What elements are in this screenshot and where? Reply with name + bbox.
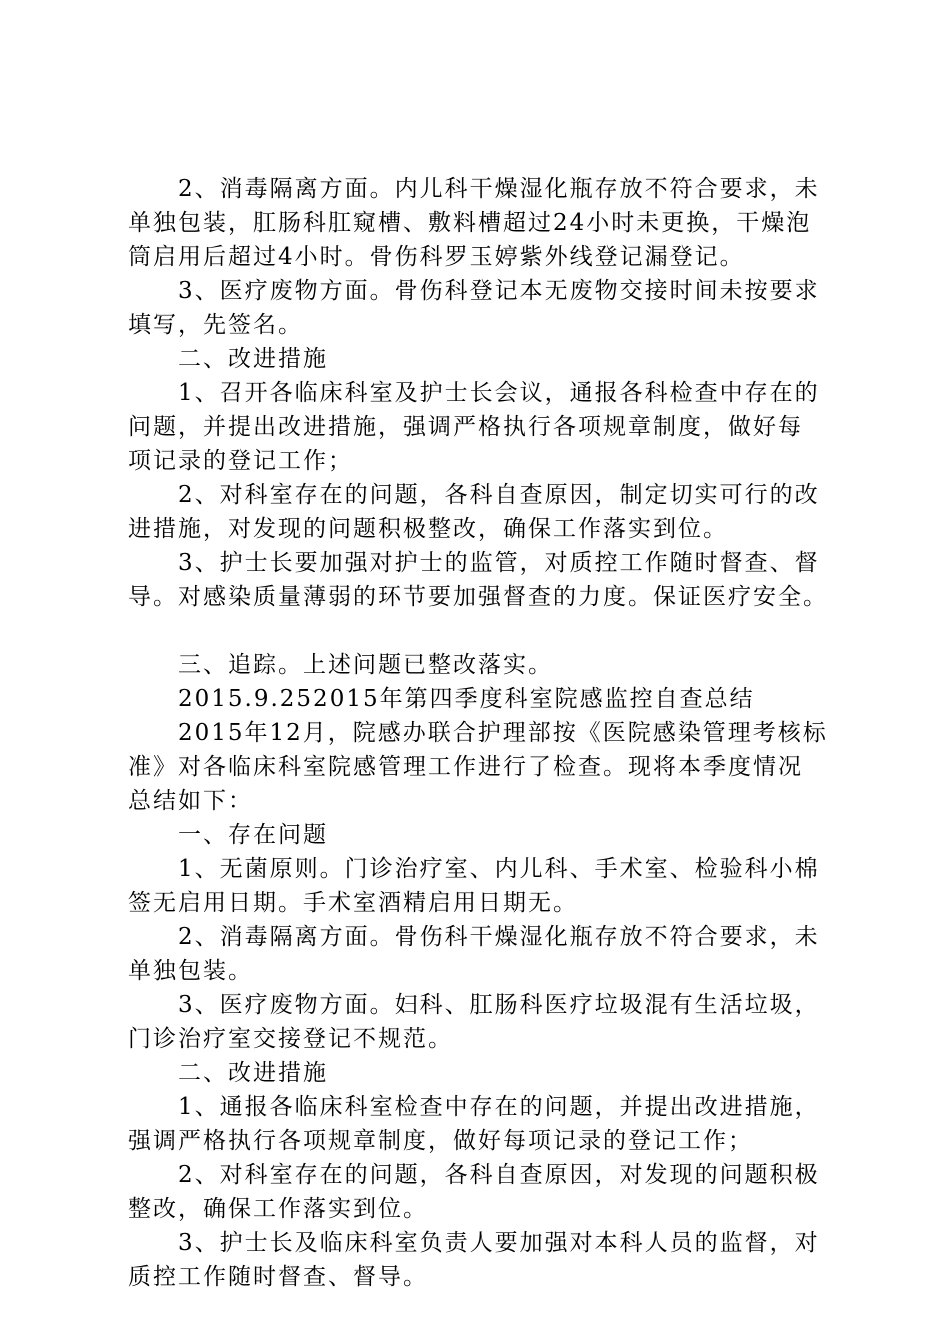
paragraph-line: 2、对科室存在的问题，各科自查原因，制定切实可行的改	[178, 482, 820, 508]
paragraph-line: 1、通报各临床科室检查中存在的问题，并提出改进措施，	[178, 1094, 820, 1120]
paragraph-line: 项记录的登记工作；	[128, 448, 353, 474]
paragraph-line: 3、护士长及临床科室负责人要加强对本科人员的监督，对	[178, 1230, 820, 1256]
paragraph-line: 导。对感染质量薄弱的环节要加强督查的力度。保证医疗安全。	[128, 584, 828, 610]
paragraph-line: 2、消毒隔离方面。内儿科干燥湿化瓶存放不符合要求，未	[178, 176, 820, 202]
paragraph-line: 3、医疗废物方面。骨伤科登记本无废物交接时间未按要求	[178, 278, 820, 304]
blank-line	[128, 614, 858, 648]
document-body	[128, 172, 858, 1294]
paragraph-line: 质控工作随时督查、督导。	[128, 1264, 428, 1290]
section-heading: 一、存在问题	[178, 822, 328, 848]
paragraph-line: 整改，确保工作落实到位。	[128, 1196, 428, 1222]
paragraph-line: 2、消毒隔离方面。骨伤科干燥湿化瓶存放不符合要求，未	[178, 924, 820, 950]
paragraph-line: 准》对各临床科室院感管理工作进行了检查。现将本季度情况	[128, 754, 803, 780]
paragraph-line: 2015年12月，院感办联合护理部按《医院感染管理考核标	[178, 720, 828, 746]
paragraph-line: 2、对科室存在的问题，各科自查原因，对发现的问题积极	[178, 1162, 820, 1188]
paragraph-line: 进措施，对发现的问题积极整改，确保工作落实到位。	[128, 516, 728, 542]
section-heading: 二、改进措施	[178, 346, 328, 372]
paragraph-line: 强调严格执行各项规章制度，做好每项记录的登记工作；	[128, 1128, 753, 1154]
paragraph-line: 3、医疗废物方面。妇科、肛肠科医疗垃圾混有生活垃圾，	[178, 992, 820, 1018]
summary-title: 2015.9.252015年第四季度科室院感监控自查总结	[178, 686, 755, 712]
paragraph-line: 填写，先签名。	[128, 312, 303, 338]
paragraph-line: 筒启用后超过4小时。骨伤科罗玉婷紫外线登记漏登记。	[128, 244, 745, 270]
section-heading: 三、追踪。上述问题已整改落实。	[178, 652, 553, 678]
paragraph-line: 总结如下：	[128, 788, 253, 814]
paragraph-line: 签无启用日期。手术室酒精启用日期无。	[128, 890, 578, 916]
paragraph-line: 3、护士长要加强对护士的监管，对质控工作随时督查、督	[178, 550, 820, 576]
paragraph-line: 问题，并提出改进措施，强调严格执行各项规章制度，做好每	[128, 414, 803, 440]
paragraph-line: 单独包装，肛肠科肛窥槽、敷料槽超过24小时未更换，干燥泡	[128, 210, 812, 236]
paragraph-line: 1、召开各临床科室及护士长会议，通报各科检查中存在的	[178, 380, 820, 406]
paragraph-line: 1、无菌原则。门诊治疗室、内儿科、手术室、检验科小棉	[178, 856, 820, 882]
section-heading: 二、改进措施	[178, 1060, 328, 1086]
paragraph-line: 单独包装。	[128, 958, 253, 984]
paragraph-line: 门诊治疗室交接登记不规范。	[128, 1026, 453, 1052]
